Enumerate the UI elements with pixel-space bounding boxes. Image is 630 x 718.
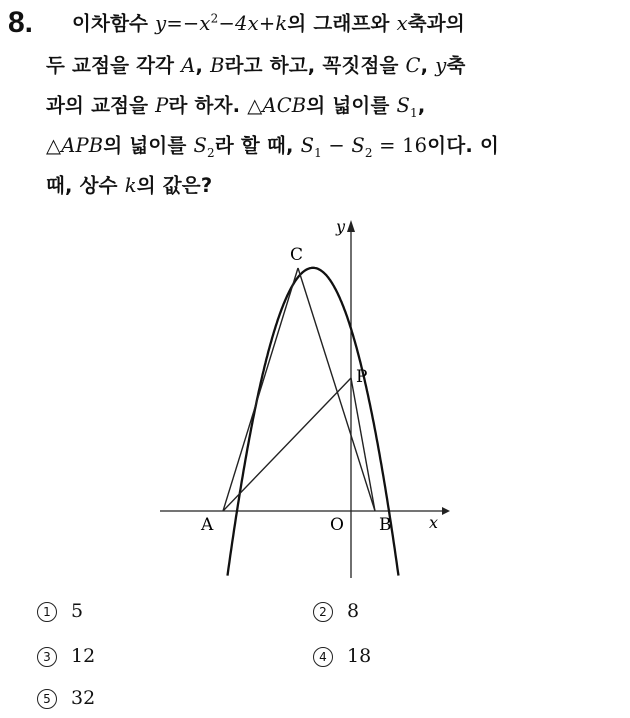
segment-AP [223, 378, 351, 511]
math-subscript: 1 [410, 105, 418, 120]
math-exponent: 2 [210, 11, 219, 26]
math-subscript: 2 [207, 145, 215, 160]
label-x-axis: x [429, 513, 439, 532]
math: S [193, 134, 208, 157]
choice-4[interactable] [313, 645, 371, 667]
question-line-2 [46, 50, 466, 78]
text: , [417, 94, 426, 117]
label-A: A [201, 515, 214, 535]
choice-value: 5 [71, 600, 84, 622]
question-line-4 [46, 130, 499, 160]
label-y-axis: y [336, 217, 346, 236]
text: 과의 교점을 [46, 94, 156, 117]
y-axis-arrow [347, 220, 355, 232]
text: 두 교점을 각각 [46, 54, 182, 77]
label-P: P [356, 367, 368, 387]
choice-value: 18 [347, 645, 372, 667]
label-O: O [330, 515, 344, 535]
math: C [405, 54, 421, 77]
label-B: B [379, 515, 392, 535]
text: 이차함수 [72, 12, 156, 35]
text: 라 하자. △ [168, 94, 263, 117]
choice-3[interactable] [37, 645, 95, 667]
text: 라고 하고, 꼭짓점을 [224, 54, 406, 77]
math-subscript: 1 [314, 145, 322, 160]
math: A [181, 54, 196, 77]
math: x [396, 12, 408, 35]
choice-value: 32 [71, 687, 96, 709]
segment-AC [223, 268, 298, 511]
math: S [351, 134, 365, 157]
choice-marker: 1 [37, 602, 57, 622]
choice-marker: 4 [313, 647, 333, 667]
math: ACB [262, 94, 307, 117]
math: − [321, 134, 352, 157]
question-line-1 [72, 8, 465, 36]
question-line-5 [46, 170, 212, 198]
text: , [195, 54, 211, 77]
text: 의 값은? [136, 174, 213, 197]
text: 의 넓이를 [306, 94, 397, 117]
text: 축과의 [407, 12, 465, 35]
choice-1[interactable] [37, 600, 83, 622]
choice-marker: 3 [37, 647, 57, 667]
choice-2[interactable] [313, 600, 359, 622]
math: B [210, 54, 225, 77]
text: △ [46, 134, 62, 157]
math: APB [61, 134, 104, 157]
text: 라 할 때, [214, 134, 301, 157]
segment-CB [298, 268, 375, 511]
choice-value: 8 [347, 600, 360, 622]
question-number: 8. [8, 6, 34, 39]
math: −4x+k [218, 12, 288, 35]
text: , [420, 54, 436, 77]
math: S [396, 94, 411, 117]
math: y [155, 12, 167, 35]
math: S [300, 134, 315, 157]
math: k [124, 174, 137, 197]
text: 의 넓이를 [103, 134, 194, 157]
math: = 16 [372, 134, 428, 157]
math: P [155, 94, 169, 117]
x-axis-arrow [442, 507, 450, 515]
label-C: C [290, 245, 304, 265]
text: 이다. 이 [427, 134, 500, 157]
math: y [435, 54, 447, 77]
text: 축 [446, 54, 466, 77]
choice-5[interactable] [37, 687, 95, 709]
math-subscript: 2 [364, 145, 373, 160]
choice-value: 12 [71, 645, 96, 667]
choice-marker: 5 [37, 689, 57, 709]
math: =−x [166, 12, 211, 35]
text: 의 그래프와 [287, 12, 397, 35]
text: 때, 상수 [46, 174, 125, 197]
question-line-3 [46, 90, 426, 120]
choice-marker: 2 [313, 602, 333, 622]
parabola-figure [150, 210, 450, 585]
